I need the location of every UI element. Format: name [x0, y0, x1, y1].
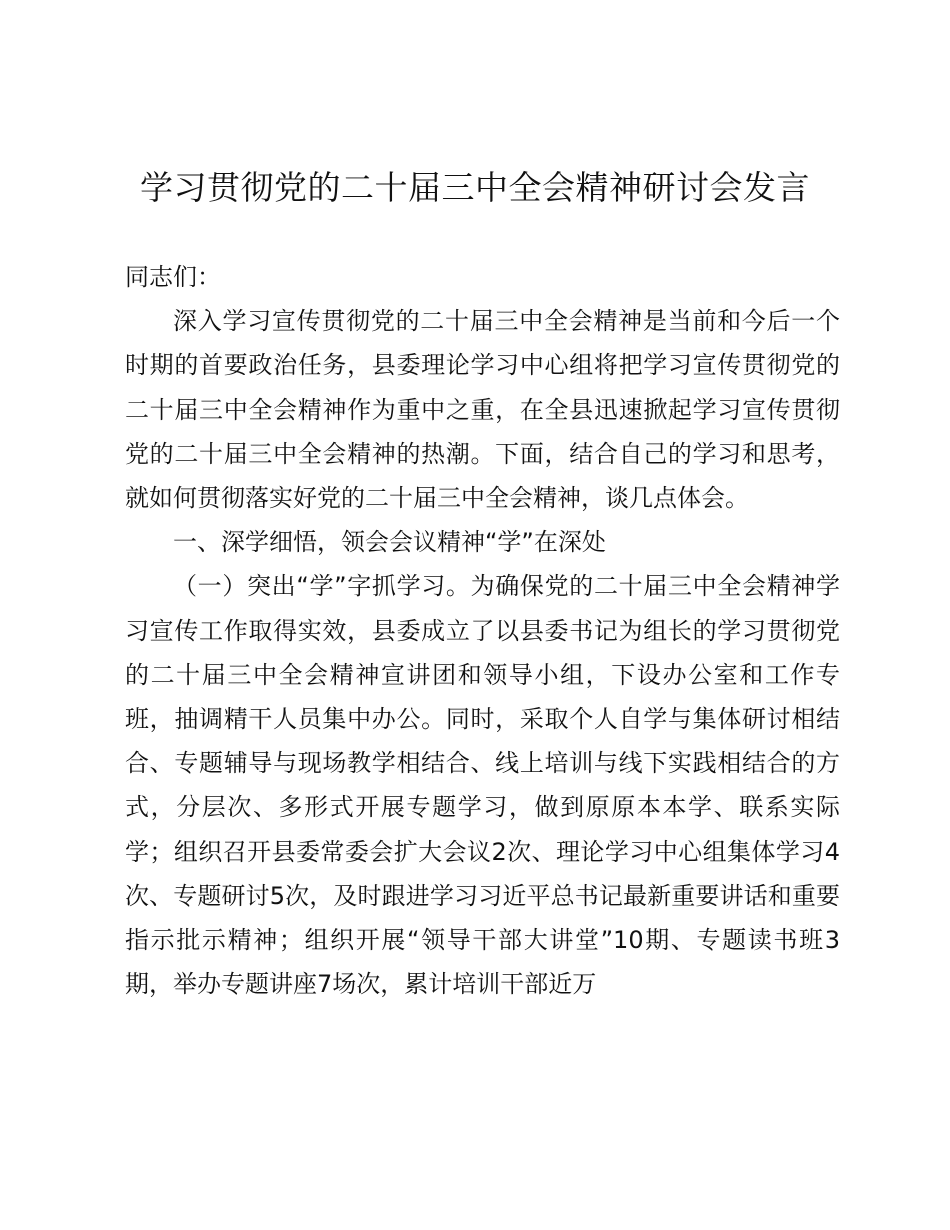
document-body	[125, 255, 840, 1006]
subsection-paragraph-1: （一）突出“学”字抓学习。为确保党的二十届三中全会精神学习宣传工作取得实效，县委成立了以县委书记为组长的学习贯彻党的二十届三中全会精神宣讲团和领导小组，下设办公室和工作专班，抽调精干人员集中办公。同时，采取个人自学与集体研讨相结合、专题辅导与现场教学相结合、线上培训与线下实践相结合的方式，分层次、多形式开展专题学习，做到原原本本学、联系实际学；组织召开县委常委会扩大会议2次、理论学习中心组集体学习4次、专题研讨5次，及时跟进学习习近平总书记最新重要讲话和重要指示批示精神；组织开展“领导干部大讲堂”10期、专题读书班3期，举办专题讲座7场次，累计培训干部近万	[125, 572, 840, 999]
salutation: 同志们：	[125, 263, 221, 291]
document-title: 学习贯彻党的二十届三中全会精神研讨会发言	[140, 168, 810, 207]
section-heading-1: 一、深学细悟，领会会议精神“学”在深处	[173, 528, 606, 557]
intro-paragraph: 深入学习宣传贯彻党的二十届三中全会精神是当前和今后一个时期的首要政治任务，县委理论学习中心组将把学习宣传贯彻党的二十届三中全会精神作为重中之重，在全县迅速掀起学习宣传贯彻党的二十届三中全会精神的热潮。下面，结合自己的学习和思考，就如何贯彻落实好党的二十届三中全会精神，谈几点体会。	[125, 307, 840, 513]
